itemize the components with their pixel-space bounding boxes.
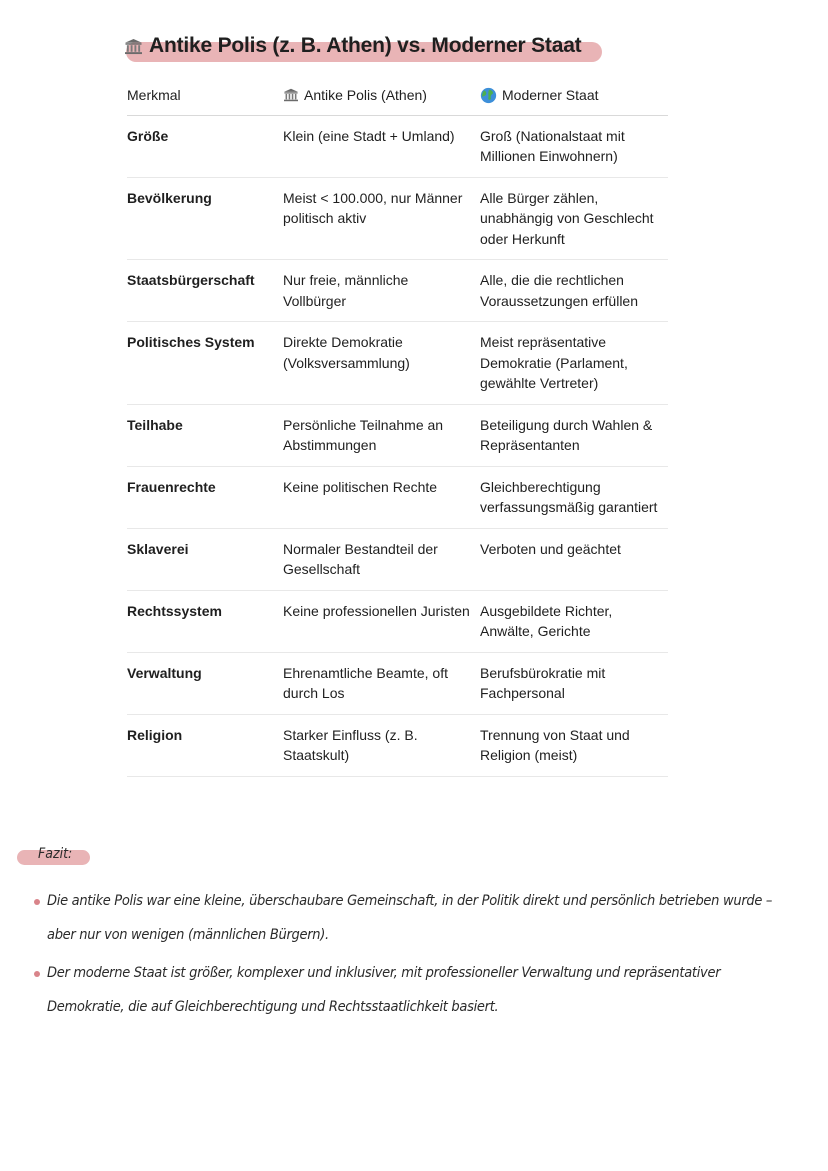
table-row: Religion Starker Einfluss (z. B. Staatskult) Trennung von Staat und Religion (meist) xyxy=(127,714,668,776)
header-modern: Moderner Staat xyxy=(480,82,668,115)
classical-building-icon xyxy=(283,88,299,102)
header-merkmal: Merkmal xyxy=(127,82,283,115)
table-row: Sklaverei Normaler Bestandteil der Gesellschaft Verboten und geächtet xyxy=(127,528,668,590)
page-title-text: Antike Polis (z. B. Athen) vs. Moderner Staat xyxy=(149,34,582,57)
comparison-table xyxy=(127,82,668,777)
table-row: Politisches System Direkte Demokratie (Volksversammlung) Meist repräsentative Demokratie (Parlament, gewählte Vertreter) xyxy=(127,322,668,405)
table-row: Bevölkerung Meist < 100.000, nur Männer politisch aktiv Alle Bürger zählen, unabhängig von Geschlecht oder Herkunft xyxy=(127,177,668,260)
list-item: Der moderne Staat ist größer, komplexer und inklusiver, mit professioneller Verwaltung und repräsentativer Demokratie, die auf Gleichberechtigung und Rechtsstaatlichkeit basiert. xyxy=(30,956,775,1024)
fazit-label: Fazit: xyxy=(38,846,73,862)
globe-icon xyxy=(480,87,497,104)
table-row: Frauenrechte Keine politischen Rechte Gleichberechtigung verfassungsmäßig garantiert xyxy=(127,466,668,528)
table-row: Rechtssystem Keine professionellen Juristen Ausgebildete Richter, Anwälte, Gerichte xyxy=(127,590,668,652)
header-antike: Antike Polis (Athen) xyxy=(283,82,480,115)
classical-building-icon xyxy=(124,38,143,55)
page-title xyxy=(124,34,581,58)
table-row: Teilhabe Persönliche Teilnahme an Abstimmungen Beteiligung durch Wahlen & Repräsentanten xyxy=(127,404,668,466)
table-row: Staatsbürgerschaft Nur freie, männliche Vollbürger Alle, die die rechtlichen Voraussetzungen erfüllen xyxy=(127,260,668,322)
table-header-row xyxy=(127,82,668,115)
title-block xyxy=(124,34,581,58)
list-item: Die antike Polis war eine kleine, überschaubare Gemeinschaft, in der Politik direkt und persönlich betrieben wurde – aber nur von wenigen (männlichen Bürgern). xyxy=(30,884,775,952)
table-row: Größe Klein (eine Stadt + Umland) Groß (Nationalstaat mit Millionen Einwohnern) xyxy=(127,115,668,177)
fazit-list xyxy=(30,884,775,1028)
table-row: Verwaltung Ehrenamtliche Beamte, oft durch Los Berufsbürokratie mit Fachpersonal xyxy=(127,652,668,714)
